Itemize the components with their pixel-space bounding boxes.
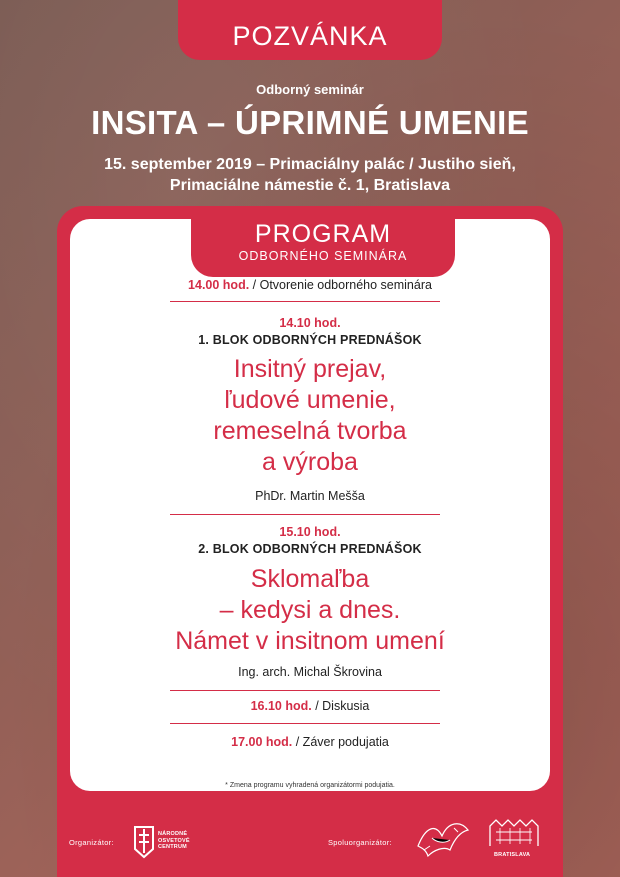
block2-title: 2. BLOK ODBORNÝCH PREDNÁŠOK — [198, 542, 422, 556]
date-line-2: Primaciálne námestie č. 1, Bratislava — [169, 177, 451, 194]
event-subtitle: Odborný seminár — [256, 82, 364, 97]
lecture-line: Námet v insitnom umení — [175, 627, 445, 655]
coorganizer-logo-2 — [486, 816, 542, 862]
program-title: PROGRAM — [254, 220, 392, 248]
lecture-line: ľudové umenie, — [224, 386, 396, 414]
item-time: 14.00 hod. — [188, 278, 250, 292]
coorganizer-logo-1 — [414, 816, 474, 862]
logo-line: NÁRODNÉ — [158, 831, 188, 837]
coorganizer-logo-text: BRATISLAVA — [494, 852, 531, 858]
event-title: INSITA – ÚPRIMNÉ UMENIE — [91, 104, 529, 141]
program-panel — [57, 206, 563, 877]
date-line-1: 15. september 2019 – Primaciálny palác / Justiho sieň, — [104, 156, 516, 173]
block2-speaker: Ing. arch. Michal Škrovina — [238, 665, 382, 679]
divider — [170, 514, 440, 515]
bird-drawing-icon — [414, 816, 474, 862]
lecture-line: remeselná tvorba — [213, 417, 407, 445]
program-item-closing — [70, 735, 550, 749]
block1-title: 1. BLOK ODBORNÝCH PREDNÁŠOK — [198, 333, 422, 347]
program-item-opening — [70, 278, 550, 292]
lecture-line: Insitný prejav, — [233, 355, 387, 383]
item-time: 16.10 hod. — [250, 699, 312, 713]
organizer-logo — [132, 823, 202, 863]
divider — [170, 723, 440, 724]
invitation-label: POZVÁNKA — [232, 21, 388, 51]
organizer-label: Organizátor: — [69, 838, 114, 847]
logo-line: CENTRUM — [158, 844, 187, 850]
program-item-discussion — [70, 699, 550, 713]
invitation-tab — [178, 0, 442, 60]
block2-time: 15.10 hod. — [279, 525, 341, 539]
block1-lecture-title — [70, 354, 550, 478]
block1-speaker: PhDr. Martin Meššа — [255, 489, 365, 503]
organizer-logo-text — [158, 831, 190, 851]
program-subtitle: ODBORNÉHO SEMINÁRA — [238, 249, 408, 263]
divider — [170, 690, 440, 691]
item-time: 17.00 hod. — [231, 735, 293, 749]
item-text: / Záver podujatia — [292, 735, 389, 749]
event-date-location — [0, 154, 620, 196]
divider — [170, 301, 440, 302]
galeria-naiva-logo-icon — [486, 816, 542, 852]
item-text: / Diskusia — [311, 699, 370, 713]
item-text: / Otvorenie odborného seminára — [249, 278, 432, 292]
lecture-line: – kedysi a dnes. — [219, 596, 401, 624]
program-card — [70, 219, 550, 791]
block2-lecture-title — [70, 564, 550, 657]
program-tab — [191, 219, 455, 277]
program-note: * Zmena programu vyhradená organizátormi podujatia. — [225, 782, 395, 789]
lecture-line: Sklomaľba — [250, 565, 370, 593]
coorganizer-label: Spoluorganizátor: — [328, 838, 392, 847]
logo-line: OSVETOVÉ — [158, 837, 190, 844]
lecture-line: a výroba — [262, 448, 358, 476]
block1-time: 14.10 hod. — [279, 316, 341, 330]
noc-emblem-icon — [132, 823, 156, 859]
